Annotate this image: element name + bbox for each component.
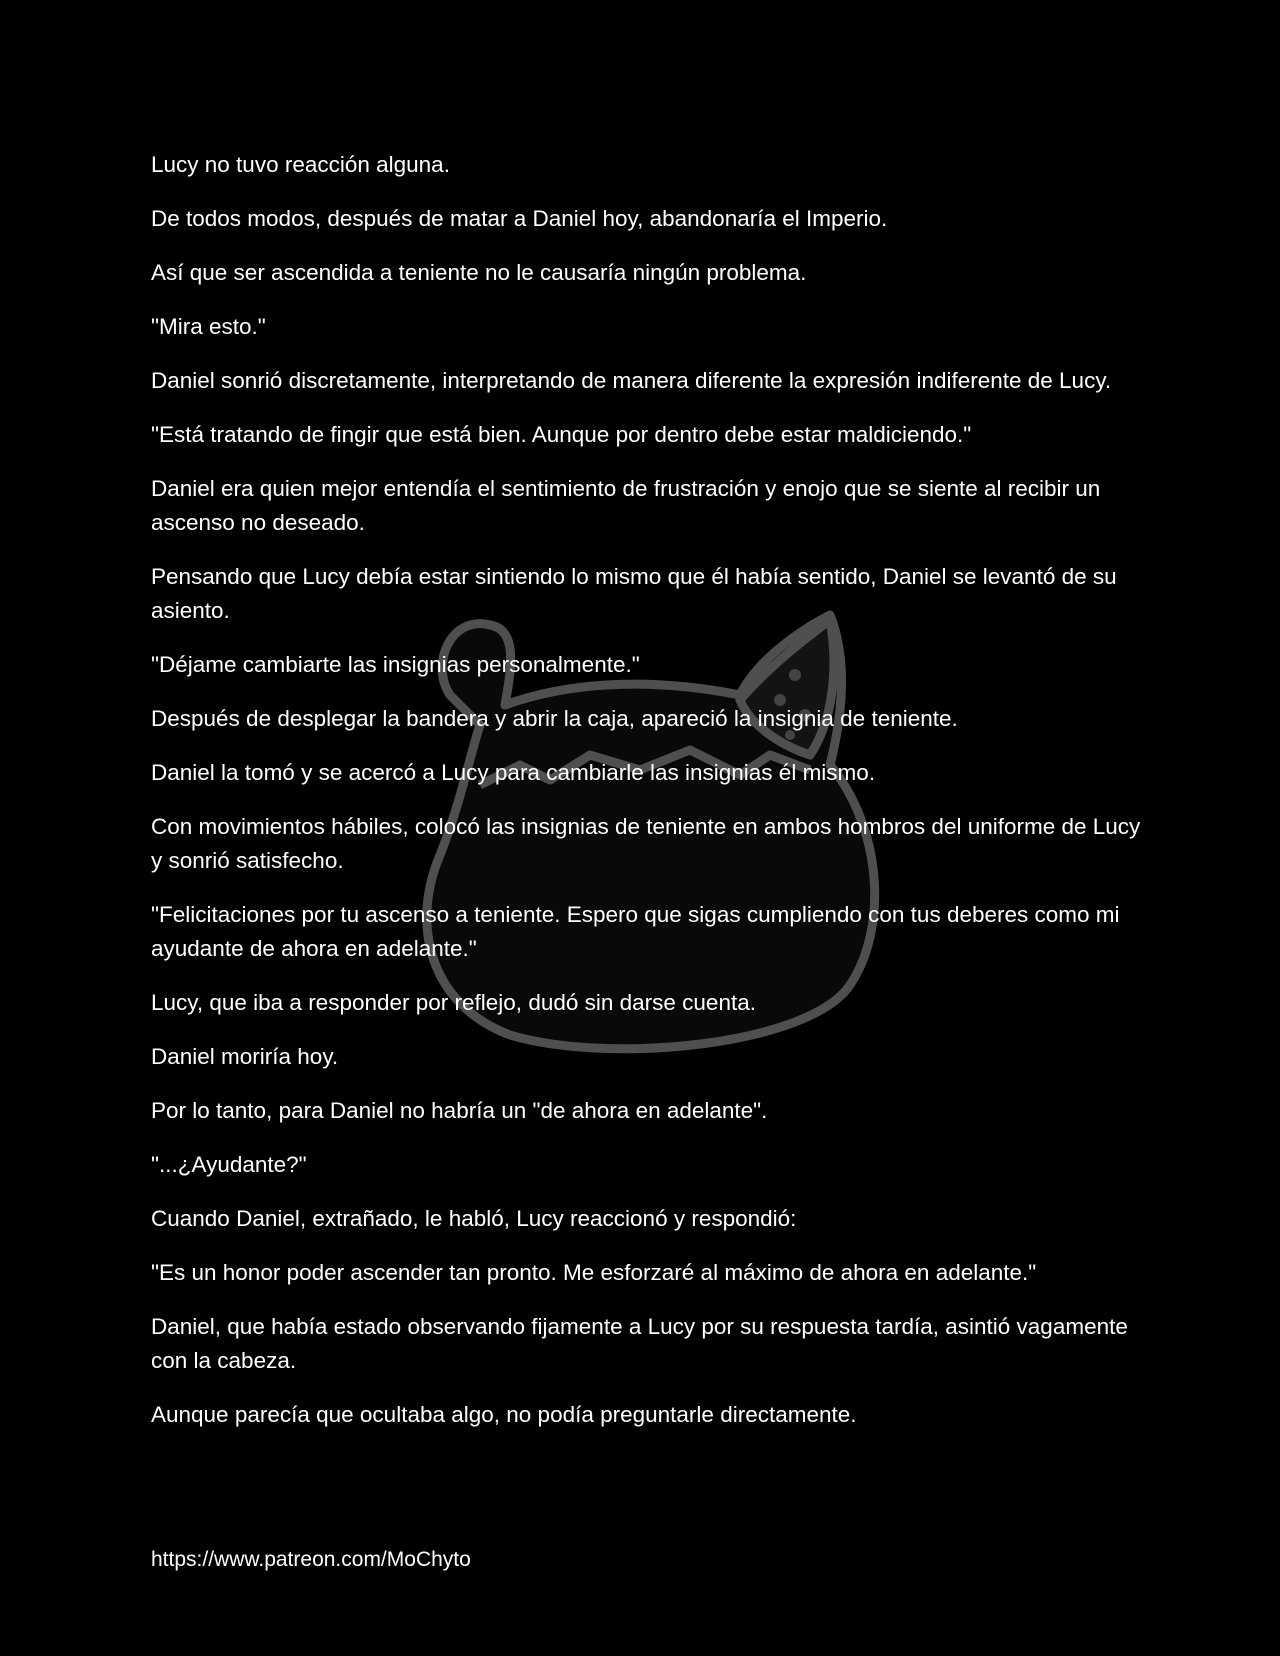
paragraph: "...¿Ayudante?" — [151, 1152, 307, 1177]
paragraph: Daniel moriría hoy. — [151, 1044, 339, 1069]
paragraph: Lucy, que iba a responder por reflejo, dudó sin darse cuenta. — [151, 990, 756, 1015]
paragraph: "Felicitaciones por tu ascenso a teniente. Espero que sigas cumpliendo con tus deberes como mi ayudante de ahora en adelante." — [151, 902, 1120, 961]
paragraph: Daniel, que había estado observando fijamente a Lucy por su respuesta tardía, asintió vagamente con la cabeza. — [151, 1314, 1128, 1373]
paragraph: Daniel era quien mejor entendía el sentimiento de frustración y enojo que se siente al recibir un ascenso no deseado. — [151, 476, 1101, 535]
paragraph: Lucy no tuvo reacción alguna. — [151, 152, 450, 177]
paragraph: "Mira esto." — [151, 314, 266, 339]
paragraph: Daniel sonrió discretamente, interpretando de manera diferente la expresión indiferente de Lucy. — [151, 368, 1112, 393]
paragraph: Cuando Daniel, extrañado, le habló, Lucy reaccionó y respondió: — [151, 1206, 797, 1231]
patreon-link[interactable]: https://www.patreon.com/MoChyto — [151, 1548, 471, 1571]
paragraph: Pensando que Lucy debía estar sintiendo lo mismo que él había sentido, Daniel se levantó de su asiento. — [151, 564, 1117, 623]
paragraph: Daniel la tomó y se acercó a Lucy para cambiarle las insignias él mismo. — [151, 760, 876, 785]
paragraph: "Es un honor poder ascender tan pronto. Me esforzaré al máximo de ahora en adelante." — [151, 1260, 1037, 1285]
paragraph: Así que ser ascendida a teniente no le causaría ningún problema. — [151, 260, 807, 285]
paragraph: Después de desplegar la bandera y abrir la caja, apareció la insignia de teniente. — [151, 706, 958, 731]
paragraph: De todos modos, después de matar a Daniel hoy, abandonaría el Imperio. — [151, 206, 888, 231]
paragraph: Por lo tanto, para Daniel no habría un "de ahora en adelante". — [151, 1098, 768, 1123]
paragraph: Aunque parecía que ocultaba algo, no podía preguntarle directamente. — [151, 1402, 857, 1427]
paragraph: "Déjame cambiarte las insignias personalmente." — [151, 652, 640, 677]
story-text — [151, 148, 1141, 1452]
paragraph: Con movimientos hábiles, colocó las insignias de teniente en ambos hombros del uniforme de Lucy y sonrió satisfecho. — [151, 814, 1141, 873]
paragraph: "Está tratando de fingir que está bien. Aunque por dentro debe estar maldiciendo." — [151, 422, 972, 447]
